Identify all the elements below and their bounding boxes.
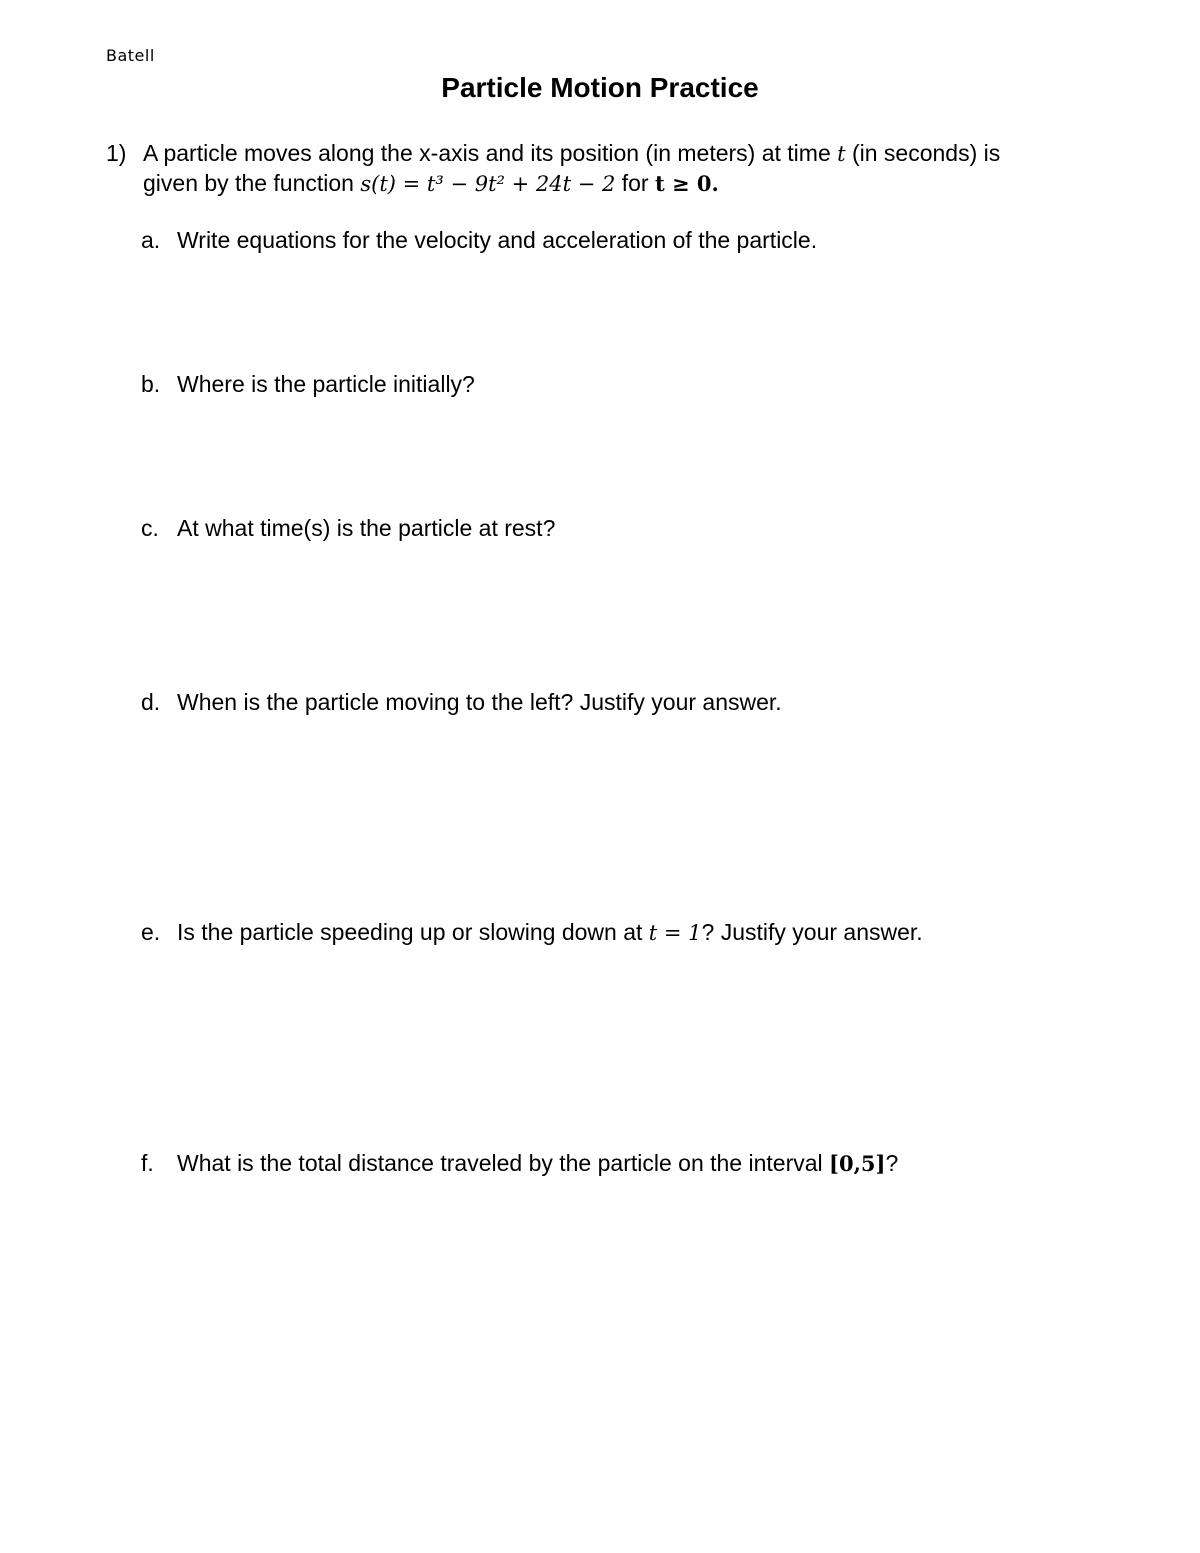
part-c [141, 514, 555, 543]
part-text: Is the particle speeding up or slowing down at [177, 919, 649, 945]
statement-text: (in seconds) is [845, 140, 1001, 166]
part-letter: f. [141, 1150, 154, 1176]
part-a [141, 226, 817, 255]
part-letter: e. [141, 919, 161, 945]
statement-text: for [615, 170, 655, 196]
time-condition: t ≥ 0. [654, 171, 719, 196]
part-text: When is the particle moving to the left? Justify your answer. [177, 689, 782, 715]
statement-text: A particle moves along the x-axis and its position (in meters) at time [143, 140, 838, 166]
part-e [141, 918, 923, 948]
part-text: At what time(s) is the particle at rest? [177, 515, 556, 541]
part-d [141, 688, 782, 717]
time-value: t = 1 [648, 921, 702, 945]
part-letter: d. [141, 689, 161, 715]
part-text: ? [885, 1150, 899, 1176]
part-letter: a. [141, 227, 161, 253]
time-variable: t [837, 142, 846, 166]
position-function: s(t) = t³ − 9t² + 24t − 2 [360, 172, 616, 196]
problem-1 [106, 139, 1106, 199]
problem-statement [143, 139, 1106, 199]
part-letter: c. [141, 515, 159, 541]
interval: [0,5] [829, 1151, 886, 1176]
part-letter: b. [141, 371, 161, 397]
part-f [141, 1149, 898, 1178]
page-title: Particle Motion Practice [441, 72, 759, 103]
part-text: What is the total distance traveled by the particle on the interval [177, 1150, 830, 1176]
problem-number: 1) [106, 140, 127, 166]
statement-text: given by the function [143, 170, 361, 196]
author-name: Batell [106, 46, 155, 65]
part-text: ? Justify your answer. [701, 919, 923, 945]
part-text: Write equations for the velocity and acceleration of the particle. [177, 227, 818, 253]
part-text: Where is the particle initially? [177, 371, 475, 397]
part-b [141, 370, 475, 399]
